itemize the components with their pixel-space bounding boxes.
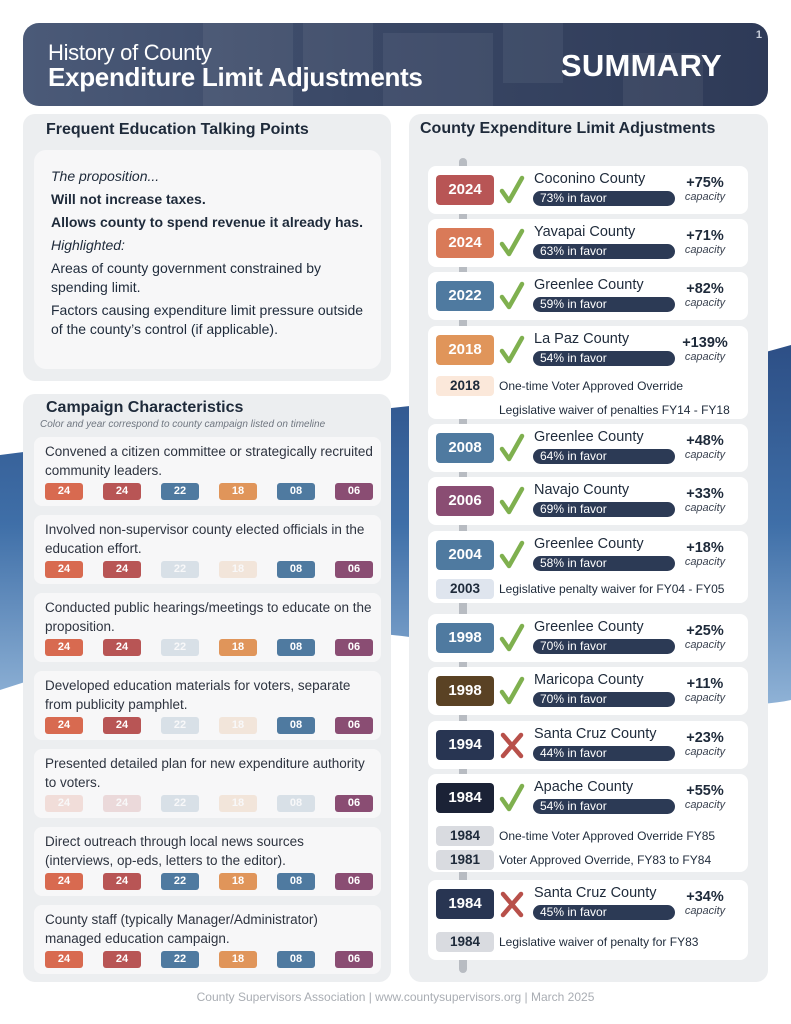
year-chip: 08 <box>277 561 315 578</box>
year-badge: 1984 <box>436 889 494 919</box>
capacity-percent: +18% <box>686 540 724 556</box>
vote-share-pill: 73% in favor <box>533 191 675 206</box>
year-badge: 2006 <box>436 486 494 516</box>
note-text: Voter Approved Override, FY83 to FY84 <box>499 853 712 867</box>
capacity-label: capacity <box>684 449 726 461</box>
capacity-label: capacity <box>684 692 726 704</box>
year-badge: 2018 <box>436 335 494 365</box>
year-chip: 22 <box>161 561 199 578</box>
year-chip: 08 <box>277 483 315 500</box>
year-badge: 1998 <box>436 676 494 706</box>
vote-share-pill: 59% in favor <box>533 297 675 312</box>
timeline-entry <box>428 774 748 872</box>
capacity-percent: +55% <box>686 783 724 799</box>
vote-share-pill: 54% in favor <box>533 799 675 814</box>
note-year-badge: 1984 <box>436 932 494 952</box>
year-chip: 18 <box>219 717 257 734</box>
year-chip: 24 <box>103 951 141 968</box>
county-name: Apache County <box>534 779 634 795</box>
campaign-row-text: Involved non-supervisor county elected officials in the education effort. <box>45 522 365 556</box>
year-badge: 2024 <box>436 228 494 258</box>
timeline-entry <box>428 531 748 603</box>
campaign-row-text: Presented detailed plan for new expenditure authority to voters. <box>45 756 365 790</box>
timeline-entry <box>428 272 748 320</box>
note-year-badge: 1984 <box>436 826 494 846</box>
capacity-label: capacity <box>684 746 726 758</box>
year-badge: 2004 <box>436 540 494 570</box>
check-icon <box>499 676 525 706</box>
year-chip: 08 <box>277 951 315 968</box>
capacity-percent: +33% <box>686 486 724 502</box>
year-chip: 22 <box>161 639 199 656</box>
year-chip: 22 <box>161 795 199 812</box>
capacity-label: capacity <box>684 351 726 363</box>
campaign-row <box>34 515 381 584</box>
year-chip: 24 <box>103 483 141 500</box>
check-icon <box>499 335 525 365</box>
timeline-entry <box>428 166 748 214</box>
capacity-percent: +71% <box>686 228 724 244</box>
check-icon <box>499 540 525 570</box>
check-icon <box>499 783 525 813</box>
year-chip: 24 <box>45 639 83 656</box>
capacity-label: capacity <box>684 639 726 651</box>
vote-share-pill: 64% in favor <box>533 449 675 464</box>
year-chip: 18 <box>219 483 257 500</box>
year-chip: 24 <box>103 795 141 812</box>
page-number: 1 <box>755 29 762 41</box>
year-chip: 06 <box>335 951 373 968</box>
campaign-row <box>34 671 381 740</box>
timeline-entry <box>428 721 748 769</box>
year-chip: 08 <box>277 873 315 890</box>
capacity-label: capacity <box>684 244 726 256</box>
year-chip: 22 <box>161 873 199 890</box>
timeline-entry <box>428 667 748 715</box>
header-title-line1: History of County <box>48 40 212 65</box>
capacity-label: capacity <box>684 297 726 309</box>
year-chip: 06 <box>335 795 373 812</box>
header-title-line2: Expenditure Limit Adjustments <box>48 62 423 92</box>
timeline-entry <box>428 326 748 419</box>
year-chip: 24 <box>45 483 83 500</box>
note-text: Legislative waiver of penalty for FY83 <box>499 935 699 949</box>
check-icon <box>499 623 525 653</box>
year-chip: 08 <box>277 639 315 656</box>
capacity-percent: +75% <box>686 175 724 191</box>
vote-share-pill: 70% in favor <box>533 692 675 707</box>
capacity-percent: +139% <box>682 335 728 351</box>
year-chip: 18 <box>219 951 257 968</box>
note-year-badge: 2003 <box>436 579 494 599</box>
campaign-row-text: Developed education materials for voters, separate from publicity pamphlet. <box>45 678 351 712</box>
timeline-entry <box>428 614 748 662</box>
vote-share-pill: 70% in favor <box>533 639 675 654</box>
capacity-label: capacity <box>684 799 726 811</box>
talking-point-1: Will not increase taxes. <box>51 191 206 207</box>
vote-share-pill: 69% in favor <box>533 502 675 517</box>
year-chip: 08 <box>277 795 315 812</box>
campaign-title: Campaign Characteristics <box>46 399 244 416</box>
year-chip: 22 <box>161 483 199 500</box>
note-text: Legislative penalty waiver for FY04 - FY05 <box>499 582 725 596</box>
note-text: One-time Voter Approved Override FY85 <box>499 829 716 843</box>
year-chip: 22 <box>161 717 199 734</box>
talking-point-4: Factors causing expenditure limit pressure outside of the county’s control (if applicable). <box>51 302 364 337</box>
year-chip: 06 <box>335 717 373 734</box>
year-badge: 2024 <box>436 175 494 205</box>
capacity-label: capacity <box>684 191 726 203</box>
talking-points-intro: The proposition... <box>51 168 160 184</box>
year-chip: 06 <box>335 483 373 500</box>
capacity-percent: +34% <box>686 889 724 905</box>
capacity-percent: +23% <box>686 730 724 746</box>
timeline-entry <box>428 219 748 267</box>
timeline-entry <box>428 880 748 960</box>
talking-points-box <box>34 150 381 369</box>
year-badge: 1998 <box>436 623 494 653</box>
year-chip: 24 <box>103 639 141 656</box>
vote-share-pill: 63% in favor <box>533 244 675 259</box>
year-chip: 18 <box>219 795 257 812</box>
capacity-percent: +82% <box>686 281 724 297</box>
year-chip: 24 <box>45 873 83 890</box>
year-chip: 18 <box>219 873 257 890</box>
campaign-subtitle: Color and year correspond to county campaign listed on timeline <box>40 419 326 430</box>
year-chip: 22 <box>161 951 199 968</box>
timeline-entry <box>428 477 748 525</box>
campaign-row <box>34 749 381 818</box>
capacity-label: capacity <box>684 556 726 568</box>
year-chip: 24 <box>103 561 141 578</box>
county-name: Greenlee County <box>534 277 644 293</box>
header-banner <box>23 23 768 106</box>
vote-share-pill: 44% in favor <box>533 746 675 761</box>
cross-icon <box>499 730 525 760</box>
county-name: Coconino County <box>534 171 646 187</box>
note-text: One-time Voter Approved Override <box>499 379 684 393</box>
campaign-row <box>34 905 381 974</box>
county-name: Maricopa County <box>534 672 644 688</box>
capacity-label: capacity <box>684 502 726 514</box>
county-name: Santa Cruz County <box>534 726 657 742</box>
county-name: La Paz County <box>534 331 630 347</box>
year-chip: 18 <box>219 561 257 578</box>
talking-point-3: Areas of county government constrained by spending limit. <box>51 260 322 295</box>
year-badge: 1994 <box>436 730 494 760</box>
campaign-row <box>34 827 381 896</box>
check-icon <box>499 175 525 205</box>
vote-share-pill: 54% in favor <box>533 351 675 366</box>
check-icon <box>499 433 525 463</box>
campaign-row <box>34 437 381 506</box>
capacity-percent: +11% <box>686 676 724 692</box>
timeline-title: County Expenditure Limit Adjustments <box>420 120 716 137</box>
year-chip: 24 <box>45 561 83 578</box>
campaign-row-text: Direct outreach through local news sources (interviews, op-eds, letters to the editor). <box>45 834 304 868</box>
vote-share-pill: 58% in favor <box>533 556 675 571</box>
year-chip: 06 <box>335 873 373 890</box>
year-badge: 2008 <box>436 433 494 463</box>
year-chip: 24 <box>45 795 83 812</box>
year-chip: 06 <box>335 639 373 656</box>
county-name: Navajo County <box>534 482 630 498</box>
year-chip: 24 <box>103 873 141 890</box>
cross-icon <box>499 889 525 919</box>
year-badge: 1984 <box>436 783 494 813</box>
year-badge: 2022 <box>436 281 494 311</box>
campaign-row-text: Convened a citizen committee or strategically recruited community leaders. <box>45 444 373 478</box>
campaign-row-text: County staff (typically Manager/Administrator) managed education campaign. <box>45 912 318 946</box>
vote-share-pill: 45% in favor <box>533 905 675 920</box>
capacity-label: capacity <box>684 905 726 917</box>
county-name: Greenlee County <box>534 536 644 552</box>
campaign-row <box>34 593 381 662</box>
note-year-badge: 2018 <box>436 376 494 396</box>
capacity-percent: +25% <box>686 623 724 639</box>
year-chip: 24 <box>45 951 83 968</box>
capacity-percent: +48% <box>686 433 724 449</box>
header-summary-label: SUMMARY <box>560 48 722 83</box>
county-name: Santa Cruz County <box>534 885 657 901</box>
year-chip: 08 <box>277 717 315 734</box>
footer-text: County Supervisors Association | www.countysupervisors.org | March 2025 <box>196 990 595 1004</box>
county-name: Greenlee County <box>534 619 644 635</box>
county-name: Greenlee County <box>534 429 644 445</box>
check-icon <box>499 486 525 516</box>
note-year-badge: 1981 <box>436 850 494 870</box>
year-chip: 24 <box>103 717 141 734</box>
county-name: Yavapai County <box>534 224 636 240</box>
note-text: Legislative waiver of penalties FY14 - FY18 <box>499 403 730 417</box>
year-chip: 24 <box>45 717 83 734</box>
year-chip: 18 <box>219 639 257 656</box>
year-chip: 06 <box>335 561 373 578</box>
talking-point-2: Allows county to spend revenue it already has. <box>51 214 363 230</box>
campaign-row-text: Conducted public hearings/meetings to educate on the proposition. <box>45 600 372 634</box>
check-icon <box>499 228 525 258</box>
check-icon <box>499 281 525 311</box>
talking-points-highlighted: Highlighted: <box>51 237 125 253</box>
timeline-entry <box>428 424 748 472</box>
talking-points-title: Frequent Education Talking Points <box>46 121 309 138</box>
